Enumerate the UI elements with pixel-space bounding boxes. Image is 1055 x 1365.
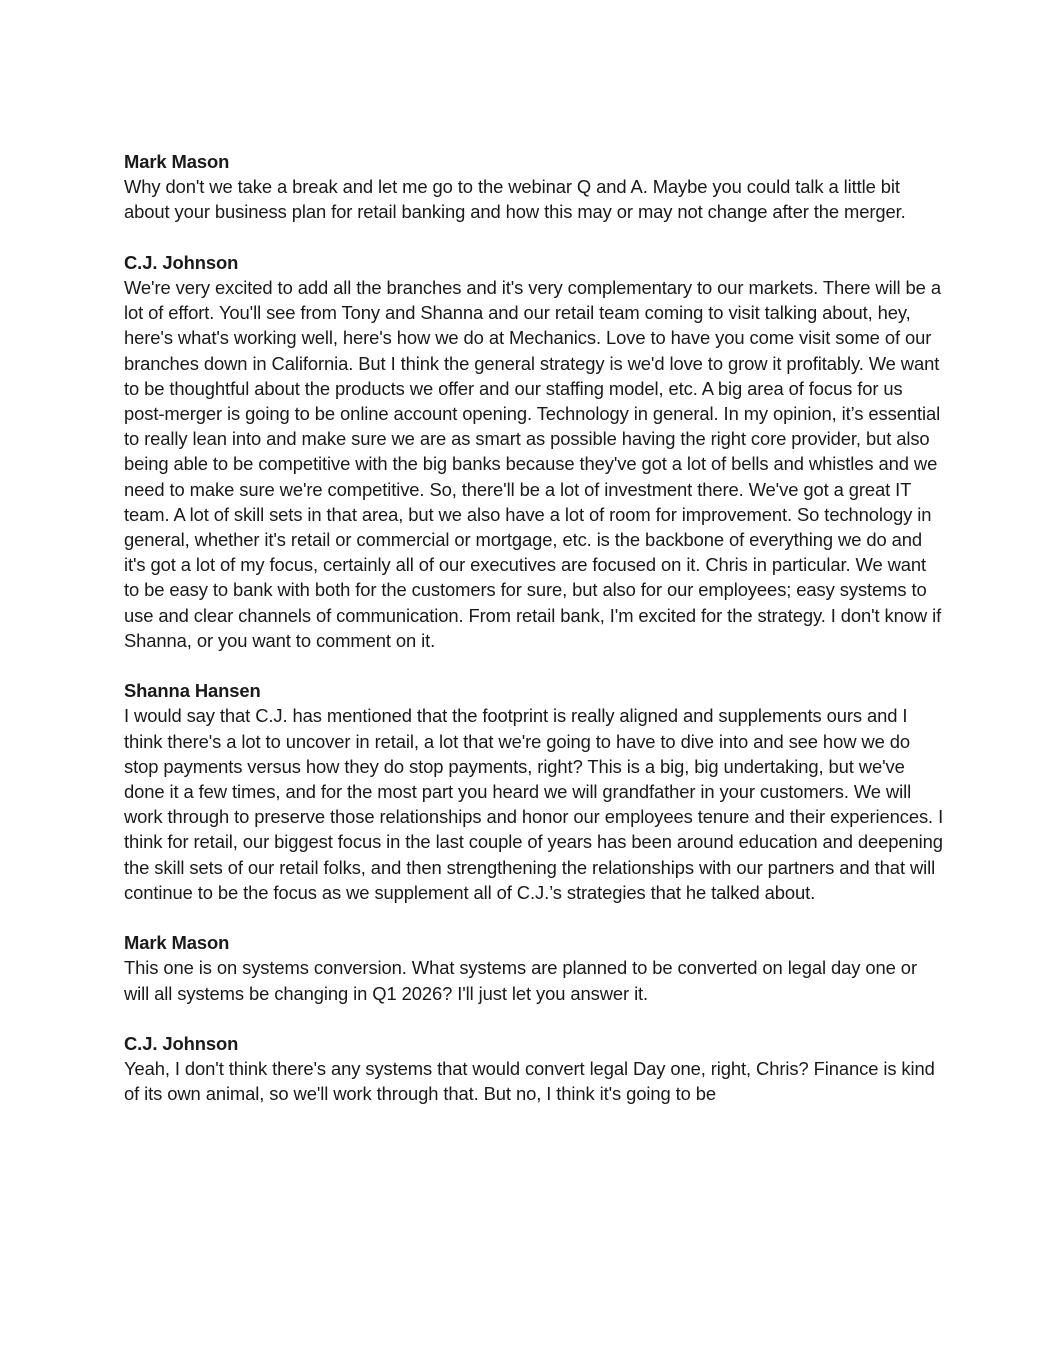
transcript-entry bbox=[124, 930, 944, 1006]
transcript-entry bbox=[124, 678, 944, 905]
speaker-text: Why don't we take a break and let me go to the webinar Q and A. Maybe you could talk a little bit about your business plan for retail banking and how this may or may not change after the merger. bbox=[124, 176, 906, 223]
transcript-entry bbox=[124, 1031, 944, 1107]
transcript-entry bbox=[124, 149, 944, 225]
transcript-page bbox=[124, 149, 944, 1132]
speaker-name: Mark Mason bbox=[124, 151, 230, 172]
speaker-text: We're very excited to add all the branches and it's very complementary to our markets. There will be a lot of effort. You'll see from Tony and Shanna and our retail team coming to visit talking about, hey, here's what's working well, here's how we do at Mechanics. Love to have you come visit some of our branches down in California. But I think the general strategy is we'd love to grow it profitably. We want to be thoughtful about the products we offer and our staffing model, etc. A big area of focus for us post-merger is going to be online account opening. Technology in general. In my opinion, it’s essential to really lean into and make sure we are as smart as possible having the right core provider, but also being able to be competitive with the big banks because they've got a lot of bells and whistles and we need to make sure we're competitive. So, there'll be a lot of investment there. We've got a great IT team. A lot of skill sets in that area, but we also have a lot of room for improvement. So technology in general, whether it's retail or commercial or mortgage, etc. is the backbone of everything we do and it's got a lot of my focus, certainly all of our executives are focused on it. Chris in particular. We want to be easy to bank with both for the customers for sure, but also for our employees; easy systems to use and clear channels of communication. From retail bank, I'm excited for the strategy. I don't know if Shanna, or you want to comment on it. bbox=[124, 277, 942, 651]
speaker-name: C.J. Johnson bbox=[124, 1033, 239, 1055]
speaker-text: I would say that C.J. has mentioned that the footprint is really aligned and supplements ours and I think there's a lot to uncover in retail, a lot that we're going to have to dive into and see how we do stop payments versus how they do stop payments, right? This is a big, big undertaking, but we've done it a few times, and for the most part you heard we will grandfather in your customers. We will work through to preserve those relationships and honor our employees tenure and their experiences. I think for retail, our biggest focus in the last couple of years has been around education and deepening the skill sets of our retail folks, and then strengthening the relationships with our partners and that will continue to be the focus as we supplement all of C.J.’s strategies that he talked about. bbox=[124, 705, 944, 903]
transcript-entry bbox=[124, 250, 944, 653]
speaker-name: Shanna Hansen bbox=[124, 680, 261, 702]
speaker-name: Mark Mason bbox=[124, 932, 230, 954]
speaker-name: C.J. Johnson bbox=[124, 251, 239, 273]
speaker-text: Yeah, I don't think there's any systems that would convert legal Day one, right, Chris? Finance is kind of its own animal, so we'll work through that. But no, I think it's going to be bbox=[124, 1058, 935, 1105]
speaker-text: This one is on systems conversion. What systems are planned to be converted on legal day one or will all systems be changing in Q1 2026? I'll just let you answer it. bbox=[124, 957, 917, 1004]
